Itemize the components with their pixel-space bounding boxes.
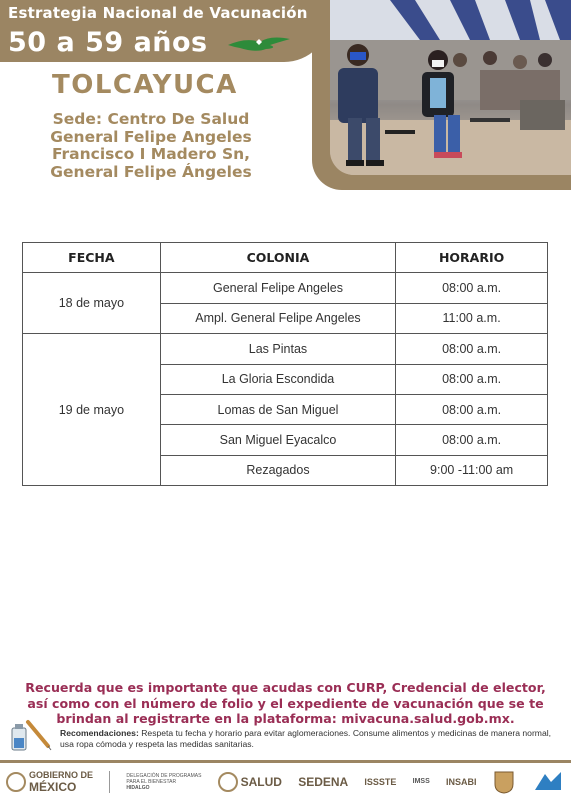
insabi-logo (446, 777, 477, 787)
municipality-title: TOLCAYUCA (52, 70, 238, 100)
deleg-line2: PARA EL BIENESTAR (126, 779, 177, 785)
horario-cell: 9:00 -11:00 am (396, 455, 548, 485)
colonia-cell: Rezagados (160, 455, 395, 485)
gob-line2: MÉXICO (29, 780, 77, 794)
column-header-fecha: FECHA (23, 243, 161, 273)
vaccination-site-photo (330, 0, 571, 175)
date-cell: 18 de mayo (23, 273, 161, 334)
reminder-line: Recuerda que es importante que acudas con CURP, Credencial de elector, (25, 680, 546, 695)
bird-logo-icon (226, 33, 292, 55)
age-group-title: 50 a 59 años (8, 27, 208, 58)
vaccination-schedule-table (22, 242, 548, 486)
colonia-cell: Las Pintas (160, 334, 395, 364)
deleg-line1: DELEGACIÓN DE PROGRAMAS (126, 773, 202, 779)
horario-cell: 08:00 a.m. (396, 334, 548, 364)
horario-cell: 08:00 a.m. (396, 425, 548, 455)
gob-line1: GOBIERNO DE (29, 770, 94, 780)
horario-cell: 08:00 a.m. (396, 394, 548, 424)
colonia-cell: Lomas de San Miguel (160, 394, 395, 424)
syringe-vaccine-icon (8, 716, 52, 752)
horario-cell: 08:00 a.m. (396, 364, 548, 394)
insabi-text: INSABI (445, 777, 477, 787)
issste-logo (364, 777, 396, 787)
salud-logo (218, 772, 282, 792)
table-header-row (23, 243, 548, 273)
sede-line: Francisco I Madero Sn, (51, 145, 251, 163)
recommendations-label: Recomendaciones: (60, 728, 139, 738)
footer-logos (0, 764, 571, 800)
reminder-text (0, 680, 571, 727)
colonia-cell: General Felipe Angeles (160, 273, 395, 303)
imss-logo (413, 779, 430, 785)
sede-line: General Felipe Angeles (50, 127, 252, 146)
sedena-logo (298, 775, 348, 789)
horario-cell: 08:00 a.m. (396, 273, 548, 303)
table-row (23, 273, 548, 303)
recommendations (60, 728, 560, 750)
salud-seal-icon (218, 772, 238, 792)
reminder-line: así como con el número de folio y el expediente de vacunación que se te (27, 695, 544, 711)
colonia-cell: Ampl. General Felipe Angeles (160, 303, 395, 333)
column-header-colonia: COLONIA (160, 243, 395, 273)
hidalgo-shield-icon (493, 770, 515, 794)
servicios-salud-icon (531, 770, 565, 794)
deleg-line3: HIDALGO (126, 785, 150, 791)
delegacion-logo (126, 773, 201, 791)
recommendations-text: Respeta tu fecha y horario para evitar aglomeraciones. Consume alimentos y medicinas de manera normal, usa ropa cómoda y respeta las medidas sanitarias. (60, 728, 552, 749)
sedena-text: SEDENA (298, 775, 349, 789)
mexico-seal-icon (6, 772, 26, 792)
sede-address (46, 111, 256, 181)
footer-divider-bar (109, 771, 110, 793)
issste-text: ISSSTE (364, 777, 397, 787)
sede-line: Sede: Centro De Salud (52, 110, 250, 128)
colonia-cell: La Gloria Escondida (160, 364, 395, 394)
column-header-horario: HORARIO (396, 243, 548, 273)
colonia-cell: San Miguel Eyacalco (160, 425, 395, 455)
imss-text: IMSS (412, 778, 430, 785)
sede-line: General Felipe Ángeles (50, 162, 252, 181)
table-row (23, 334, 548, 364)
horario-cell: 11:00 a.m. (396, 303, 548, 333)
date-cell: 19 de mayo (23, 334, 161, 486)
gobierno-mexico-logo (6, 770, 93, 794)
header-banner (0, 0, 330, 62)
reminder-line: brindan al registrarte en la plataforma: mivacuna.salud.gob.mx. (56, 711, 515, 726)
salud-text: SALUD (240, 775, 282, 789)
program-title: Estrategia Nacional de Vacunación (8, 4, 308, 22)
footer-divider (0, 760, 571, 763)
